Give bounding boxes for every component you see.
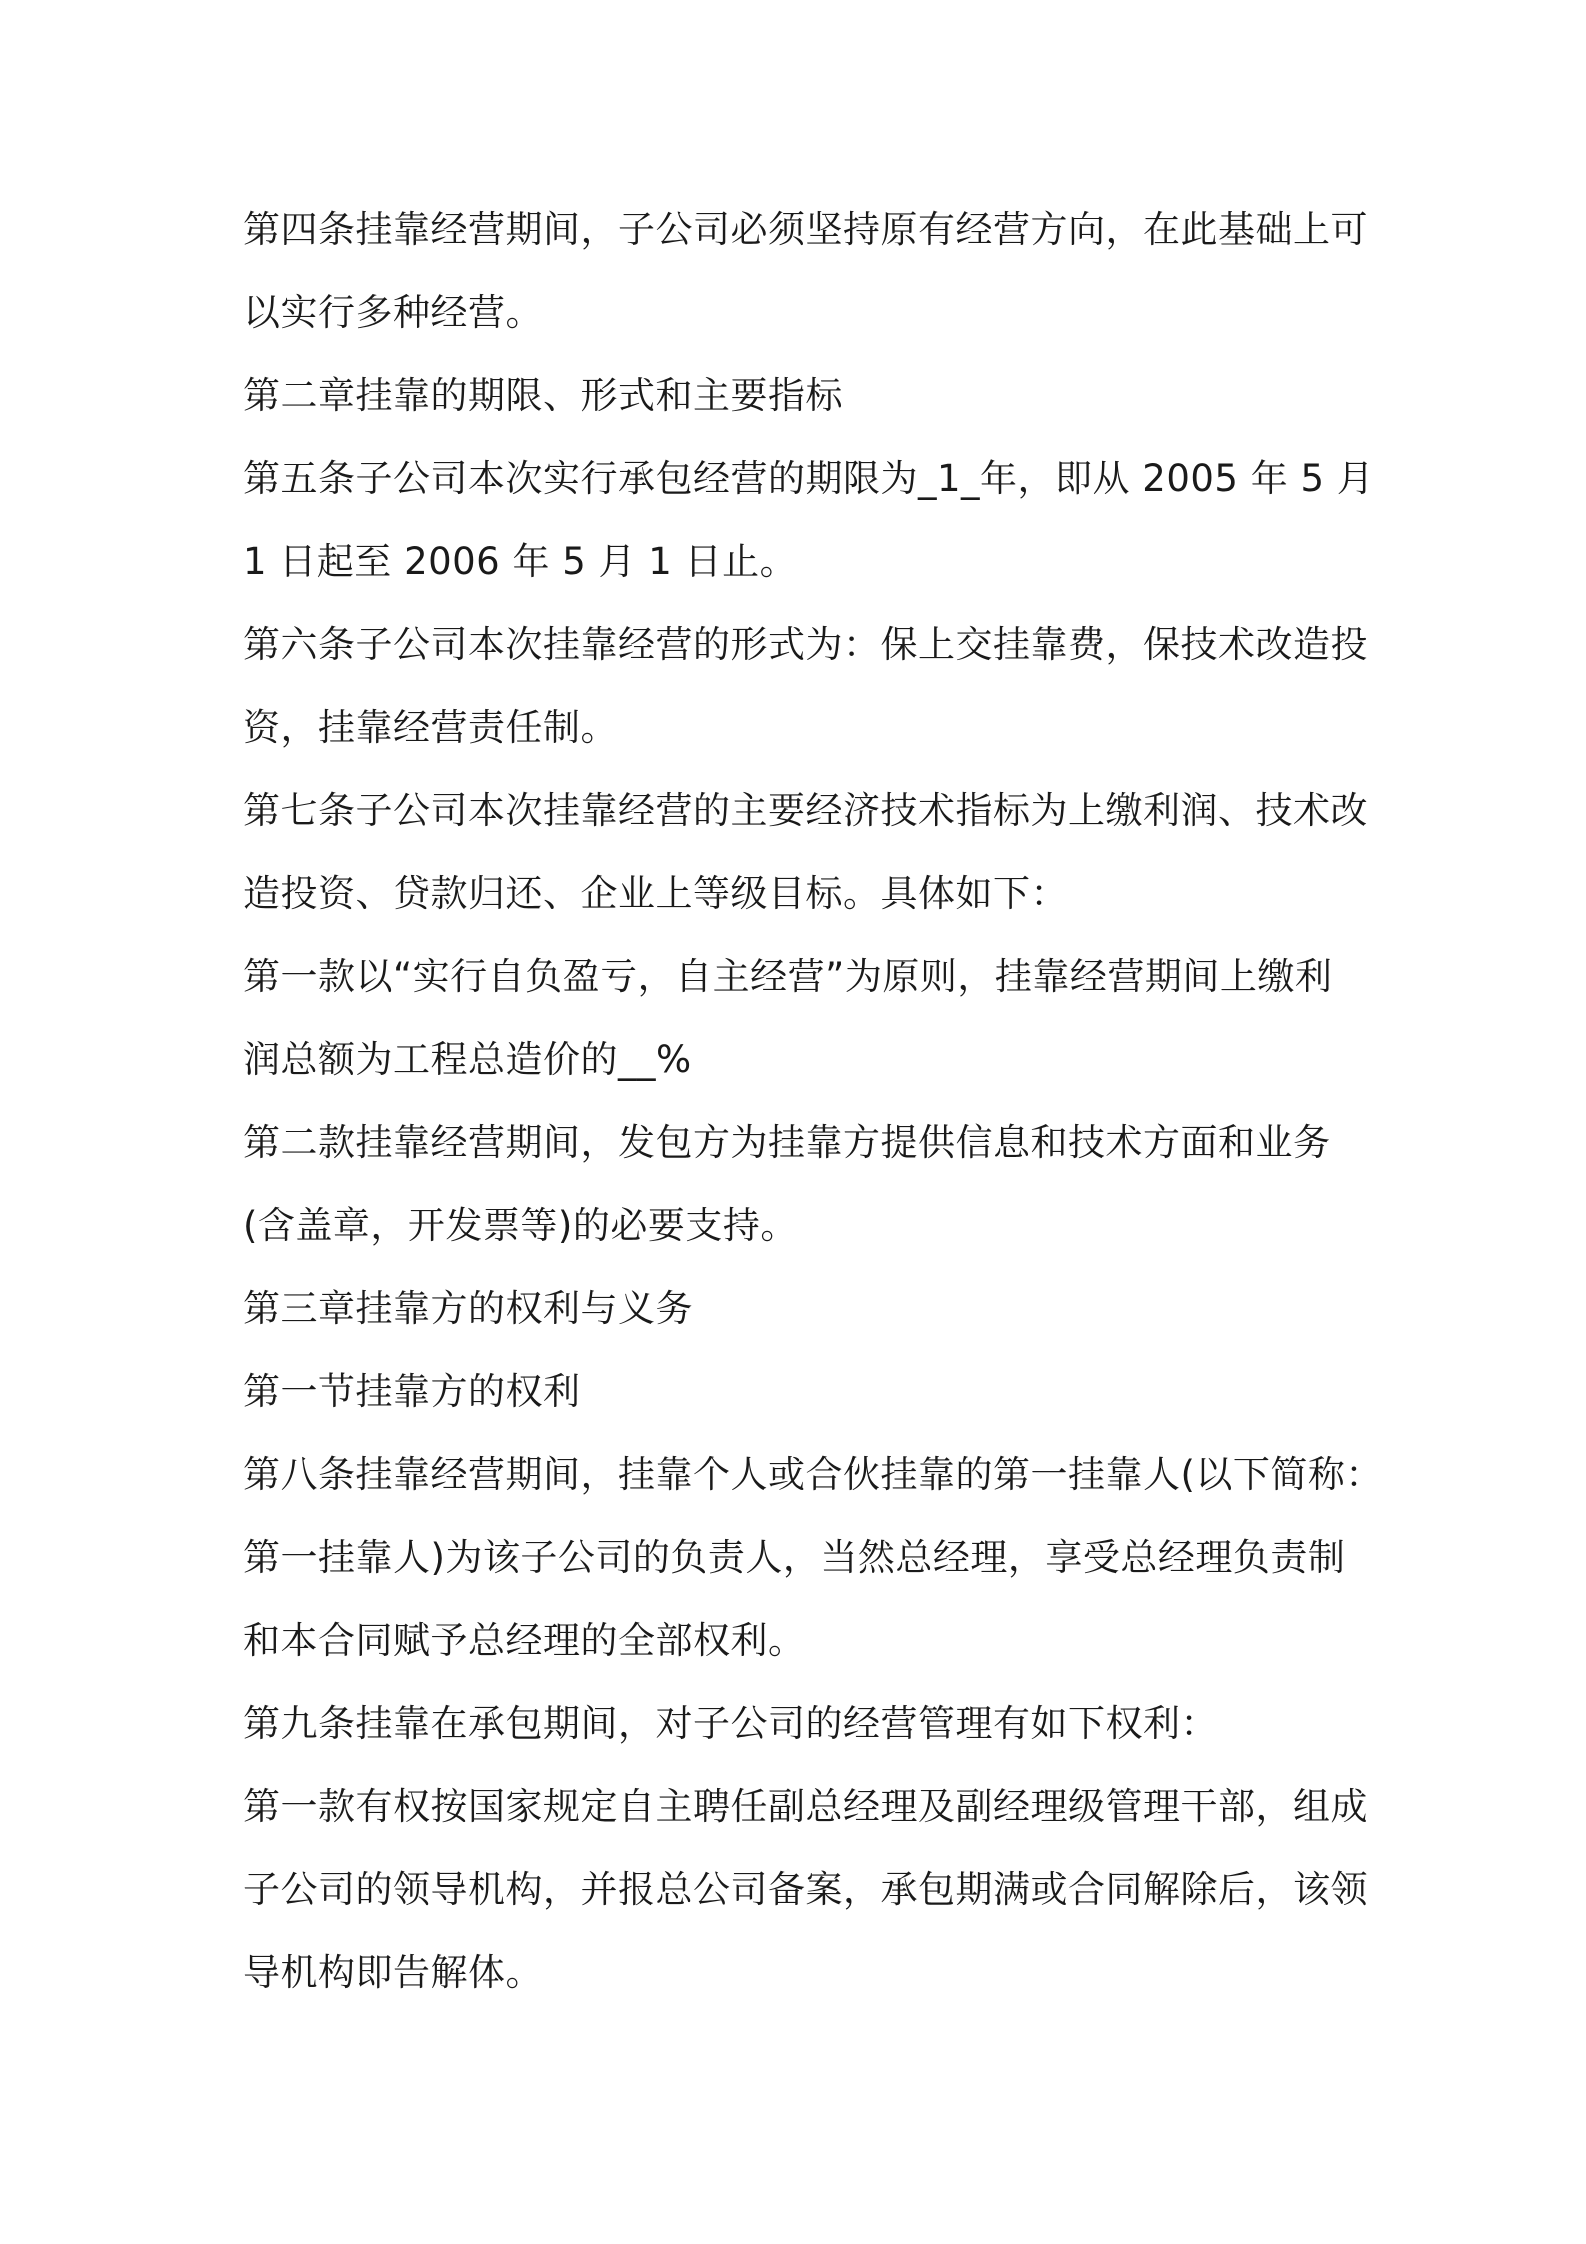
text-line: 和本合同赋予总经理的全部权利。 [243,1619,806,1662]
text-line: 造投资、贷款归还、企业上等级目标。具体如下： [243,872,1068,915]
text-line: 第八条挂靠经营期间，挂靠个人或合伙挂靠的第一挂靠人(以下简称： [243,1453,1383,1496]
text-line: 1 日起至 2006 年 5 月 1 日止。 [243,540,798,583]
text-line: 第六条子公司本次挂靠经营的形式为：保上交挂靠费，保技术改造投 [243,623,1368,666]
chapter-heading: 第二章挂靠的期限、形式和主要指标 [243,374,843,417]
text-line: 第四条挂靠经营期间，子公司必须坚持原有经营方向，在此基础上可 [243,208,1368,251]
text-line: 资，挂靠经营责任制。 [243,706,618,749]
chapter-heading: 第三章挂靠方的权利与义务 [243,1287,693,1330]
text-line: 导机构即告解体。 [243,1951,543,1994]
text-line: 第二款挂靠经营期间，发包方为挂靠方提供信息和技术方面和业务 [243,1121,1331,1164]
text-line: (含盖章，开发票等)的必要支持。 [243,1204,798,1247]
text-line: 第一款以“实行自负盈亏，自主经营”为原则，挂靠经营期间上缴利 [243,955,1333,998]
text-line: 子公司的领导机构，并报总公司备案，承包期满或合同解除后，该领 [243,1868,1368,1911]
text-line: 第五条子公司本次实行承包经营的期限为_1_年，即从 2005 年 5 月 [243,457,1375,500]
section-heading: 第一节挂靠方的权利 [243,1370,581,1413]
text-line: 第九条挂靠在承包期间，对子公司的经营管理有如下权利： [243,1702,1218,1745]
text-line: 第一款有权按国家规定自主聘任副总经理及副经理级管理干部，组成 [243,1785,1368,1828]
text-line: 第一挂靠人)为该子公司的负责人，当然总经理，享受总经理负责制 [243,1536,1346,1579]
text-line: 以实行多种经营。 [243,291,543,334]
text-line: 润总额为工程总造价的__% [243,1038,692,1081]
text-line: 第七条子公司本次挂靠经营的主要经济技术指标为上缴利润、技术改 [243,789,1368,832]
